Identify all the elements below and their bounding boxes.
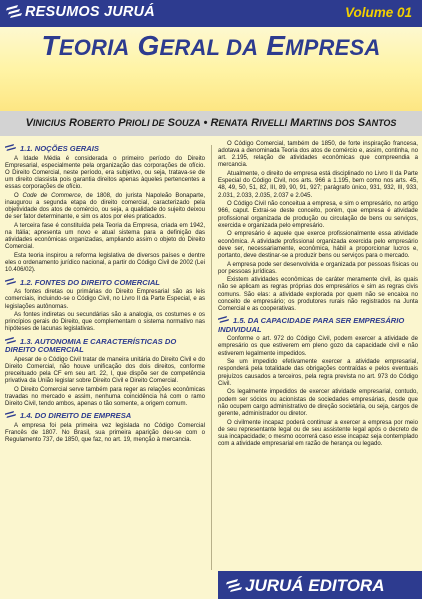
publisher-name: JURUÁ EDITORA <box>245 576 385 595</box>
stripes-bullet-icon <box>218 316 231 323</box>
stripes-logo-icon <box>226 578 242 592</box>
brand-logo <box>6 4 155 20</box>
section-heading-1-2: 1.2. FONTES DO DIREITO COMERCIAL <box>5 278 205 288</box>
section-heading-1-4: 1.4. DO DIREITO DE EMPRESA <box>5 411 205 421</box>
paragraph: Esta teoria inspirou a reforma legislativa de diversos países e dentre eles o ordenamento jurídico nacional, a partir do Código Civil de 2002 (Lei 10.406/02). <box>5 253 205 274</box>
paragraph: A Idade Média é considerada o primeiro período do Direito Empresarial, especialmente pela organização das corporações de ofício. O Direito Comercial, neste período, era subjetivo, ou seja, tratava-se de um direito classista pois garantia direitos apenas àqueles pertencentes a essas corporações de ofício. <box>5 155 205 191</box>
section-heading-1-1: 1.1. NOÇÕES GERAIS <box>5 144 205 154</box>
paragraph: Conforme o art. 972 do Código Civil, podem exercer a atividade de empresário os que estiverem em pleno gozo da capacidade civil e não estiverem legalmente impedidos. <box>218 336 418 357</box>
paragraph: O Código Comercial, também de 1850, de forte inspiração francesa, adotava a denominada Teoria dos atos de comércio e, assim, continha, no art. 2.195, relação de atividades econômicas que compreendia a mercancia. <box>218 141 418 169</box>
paragraph: A empresa pode ser desenvolvida e organizada por pessoas físicas ou por pessoas jurídicas. <box>218 261 418 275</box>
column-divider <box>211 145 212 570</box>
brand-name: RESUMOS JURUÁ <box>25 4 155 20</box>
stripes-bullet-icon <box>5 411 18 418</box>
page-title: TEORIA GERAL DA EMPRESA <box>41 30 381 61</box>
right-column <box>218 141 418 450</box>
left-column <box>5 141 205 446</box>
paragraph: As fontes indiretas ou secundárias são a analogia, os costumes e os princípios gerais do Direito, que complementam o sistema normativo nas hipóteses de lacunas legislativas. <box>5 312 205 333</box>
authors-band: VINICIUS ROBERTO PRIOLI DE SOUZA • RENATA RIVELLI MARTINS DOS SANTOS <box>0 111 422 136</box>
paragraph: O Direito Comercial serve também para reger as relações econômicas travadas no mercado e assim, nenhuma coincidência há com o ramo Direito Civil, tendo ambos, apenas o tão somente, a origem comum. <box>5 386 205 408</box>
section-heading-1-5: 1.5. DA CAPACIDADE PARA SER EMPRESÁRIO INDIVIDUAL <box>218 316 405 334</box>
publisher-logo <box>226 576 384 596</box>
stripes-bullet-icon <box>5 337 18 344</box>
paragraph: O empresário é aquele que exerce profissionalmente essa atividade econômica. A atividade profissional organizada exercida pelo empresário deve ser, necessariamente, econômica, hábil a proporcionar lucros e, portanto, deve destinar-se a produzir bens ou serviços para o mercado. <box>218 231 418 259</box>
paragraph: Existem atividades econômicas de caráter meramente civil, às quais não se aplicam as regras próprias dos empresários e sim as regras civis comuns. São elas: a atividade explorada por quem não se encaixa no conceito de empresário; os produtores rurais não registrados na Junta Comercial e as cooperativas. <box>218 277 418 312</box>
section-heading-1-3: 1.3. AUTONOMIA E CARACTERÍSTICAS DO DIREITO COMERCIAL <box>5 336 177 355</box>
paragraph: Os legalmente impedidos de exercer atividade empresarial, contudo, podem ser sócios ou acionistas de sociedades empresárias, desde que não ocupem cargo administrativo de direção societária, ou seja, cargos de gerente, administrador ou diretor. <box>218 389 418 417</box>
paragraph: O Código Civil não conceitua a empresa, e sim o empresário, no artigo 966, caput. Extrai-se deste conceito, porém, que empresa é atividade profissional organizada de produção ou circulação de bens ou serviços, exercida e organizada pelo empresário. <box>218 201 418 229</box>
paragraph: Se um impedido efetivamente exercer a atividade empresarial, responderá pela totalidade das obrigações contraídas e pelos eventuais prejuízos causados a terceiros, pela regra prevista no art. 973 do Código Civil. <box>218 359 418 387</box>
paragraph: Atualmente, o direito de empresa está disciplinado no Livro II da Parte Especial do Código Civil, nos arts. 966 a 1.195, bem como nos arts. 45, 48, 49, 50, 51, 82, III, 89, 90, 91, 927; parágrafo único, 931, 932, III, 933, 2.031, 2.033, 2.035, 2.037 e 2.045. <box>218 171 418 199</box>
author-separator: • <box>203 117 208 129</box>
paragraph: O civilmente incapaz poderá continuar a exercer a empresa por meio de seu representante legal ou de seu assistente legal após o decreto de sua incapacidade; o mesmo ocorrerá caso esse incapaz seja contemplado com a atividade empresarial em razão de herança ou legado. <box>218 419 418 447</box>
paragraph: O Code de Commerce, de 1808, do jurista Napoleão Bonaparte, inaugurou a segunda etapa do direito comercial, caracterizado pela objetividade dos atos de comércio, ou seja, a qualidade do sujeito deixou de ser fator determinante, e sim os atos por eles praticados. <box>5 192 205 221</box>
volume-label: Volume 01 <box>344 5 412 20</box>
paragraph: As fontes diretas ou primárias do Direito Empresarial são as leis comerciais, incluindo-se o Código Civil, no Livro II da Parte Especial, e as legislações autônomas. <box>5 289 205 310</box>
paragraph: Apesar de o Código Civil tratar de maneira unitária do Direito Civil e do Direito Comercial, não houve unificação dos dois direitos, conforme preceituado pela CF em seu art. 22, I, que dispõe ser de competência privativa da União legislar sobre Direito Civil e Direito Comercial. <box>5 356 205 385</box>
stripes-bullet-icon <box>5 278 18 285</box>
stripes-logo-icon <box>6 4 22 18</box>
stripes-bullet-icon <box>5 144 18 151</box>
paragraph: A empresa foi pela primeira vez legislada no Código Comercial Francês de 1807. No Brasil, sua primeira aparição deu-se com o Regulamento 737, de 1850, que faz, no art. 19, menção à mercancia. <box>5 423 205 444</box>
paragraph: A terceira fase é constituída pela Teoria da Empresa, criada em 1942, na Itália; apresenta um novo e atual sistema para a definição das atividades econômicas organizadas, ampliando assim o objeto do Direito Comercial. <box>5 223 205 251</box>
